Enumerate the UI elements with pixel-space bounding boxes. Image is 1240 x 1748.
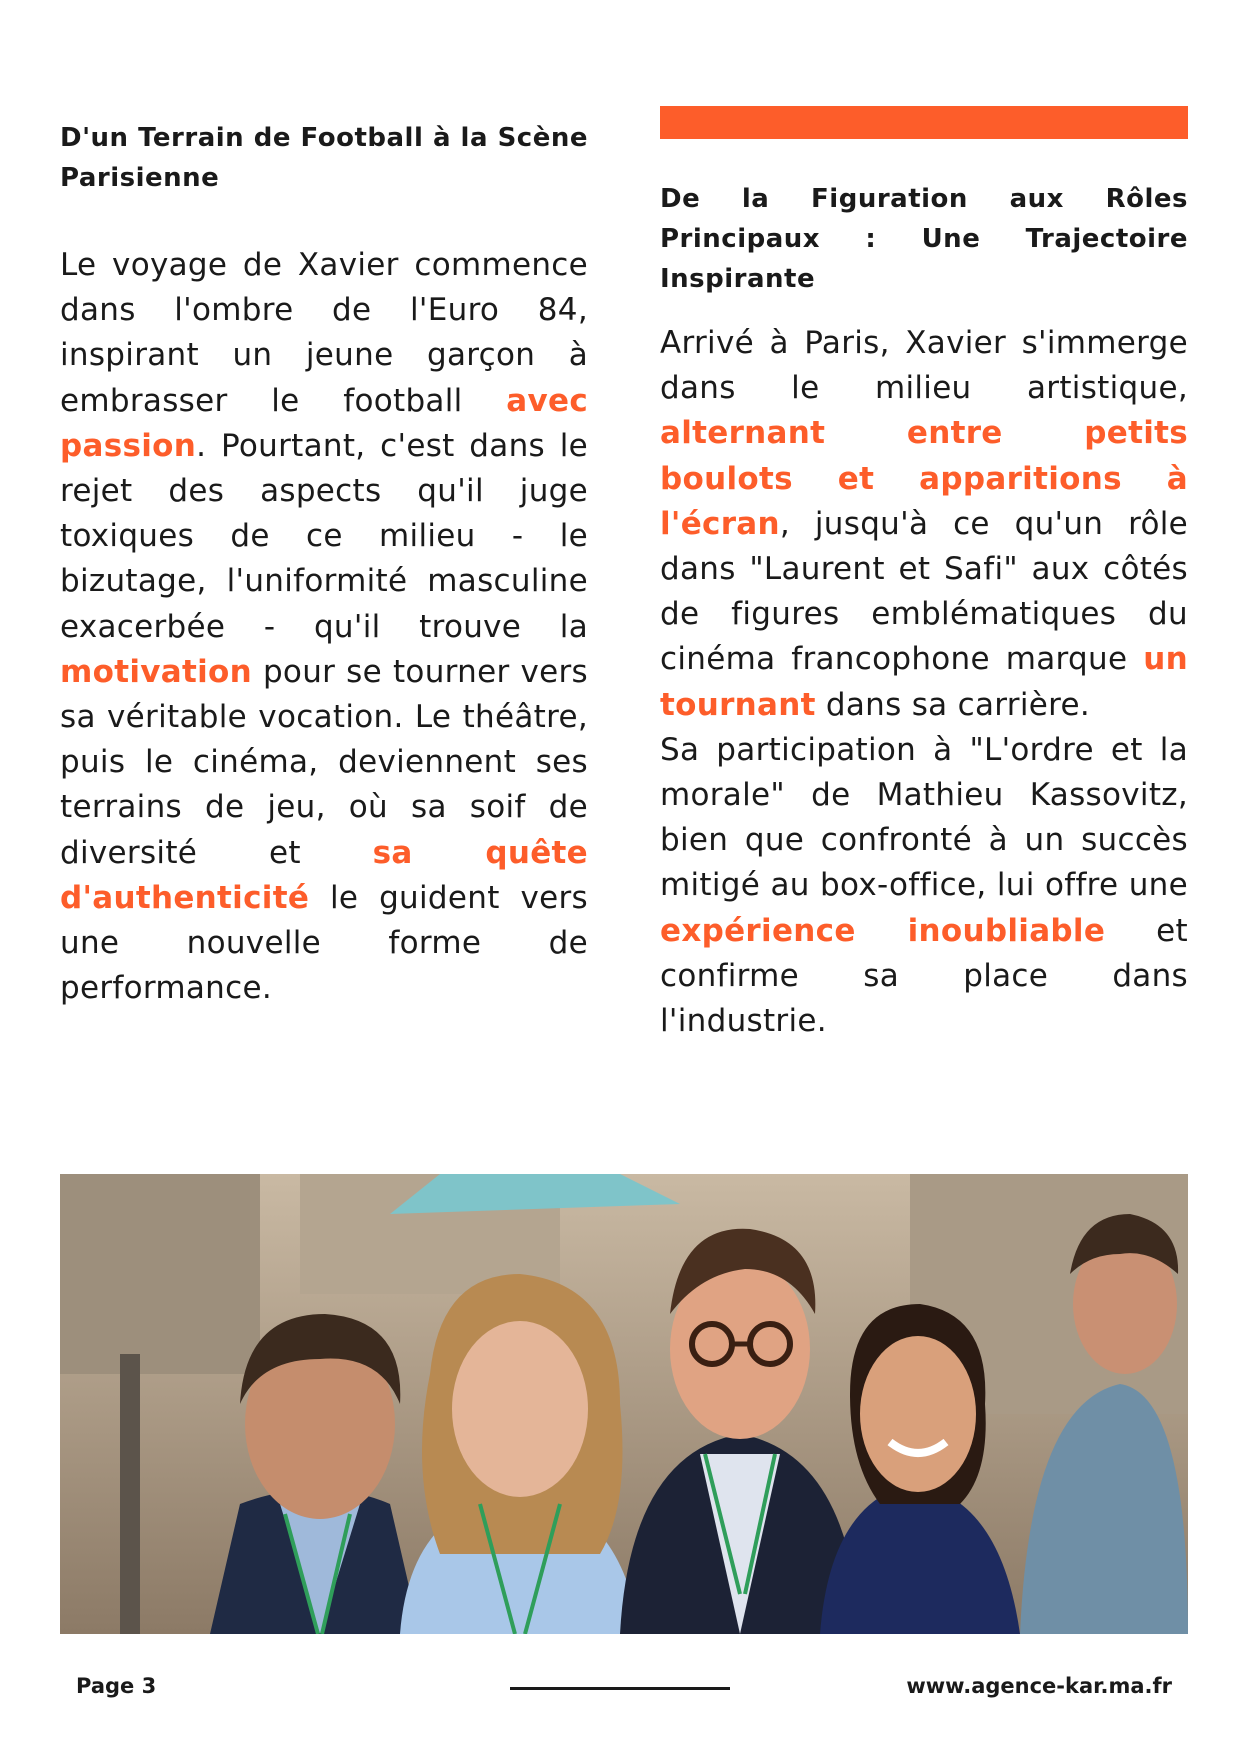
text-run: pour se tourner vers sa véritable vocation. Le théâtre, puis le cinéma, deviennent ses terrains de jeu, où sa soif de diversité et (60, 653, 588, 871)
text-run: Sa participation à "L'ordre et la morale" de Mathieu Kassovitz, bien que confronté à un succès mitigé au box-office, lui offre une (660, 731, 1188, 904)
left-column (60, 118, 588, 1011)
highlight-passion: avec passion (60, 382, 588, 464)
highlight-motivation: motivation (60, 653, 252, 690)
text-run: dans sa carrière. (815, 686, 1090, 723)
section-heading-figuration: De la Figuration aux Rôles Principaux : Une Trajectoire Inspirante (660, 184, 1188, 294)
section-heading-football: D'un Terrain de Football à la Scène Parisienne (60, 123, 588, 193)
page-number: Page 3 (76, 1674, 157, 1698)
right-column (660, 106, 1188, 1044)
website-url: www.agence-kar.ma.fr (906, 1674, 1172, 1698)
text-run: Le voyage de Xavier commence dans l'ombre de l'Euro 84, inspirant un jeune garçon à embrasser le football (60, 247, 588, 419)
text-run: le guident vers une nouvelle forme de performance. (60, 879, 588, 1007)
highlight-authenticite: sa quête d'authenticité (60, 834, 588, 916)
text-run: , jusqu'à ce qu'un rôle dans "Laurent et Safi" aux côtés de figures emblématiques du cinéma francophone marque (660, 505, 1188, 678)
text-run: Arrivé à Paris, Xavier s'immerge dans le milieu artistique, (660, 325, 1188, 407)
footer-divider (510, 1687, 730, 1690)
text-run: . Pourtant, c'est dans le rejet des aspects qu'il juge toxiques de ce milieu - le bizutage, l'uniformité masculine exacerbée - qu'il trouve la (60, 427, 588, 645)
highlight-tournant: un tournant (660, 641, 1188, 723)
paragraph-paris (660, 321, 1188, 728)
paragraph-kassovitz (660, 728, 1188, 1044)
group-photo (60, 1174, 1188, 1634)
highlight-experience: expérience inoubliable (660, 912, 1106, 949)
highlight-alternant: alternant entre petits boulots et apparitions à l'écran (660, 415, 1188, 542)
text-run: et confirme sa place dans l'industrie. (660, 912, 1188, 1040)
paragraph-football (60, 243, 588, 1011)
